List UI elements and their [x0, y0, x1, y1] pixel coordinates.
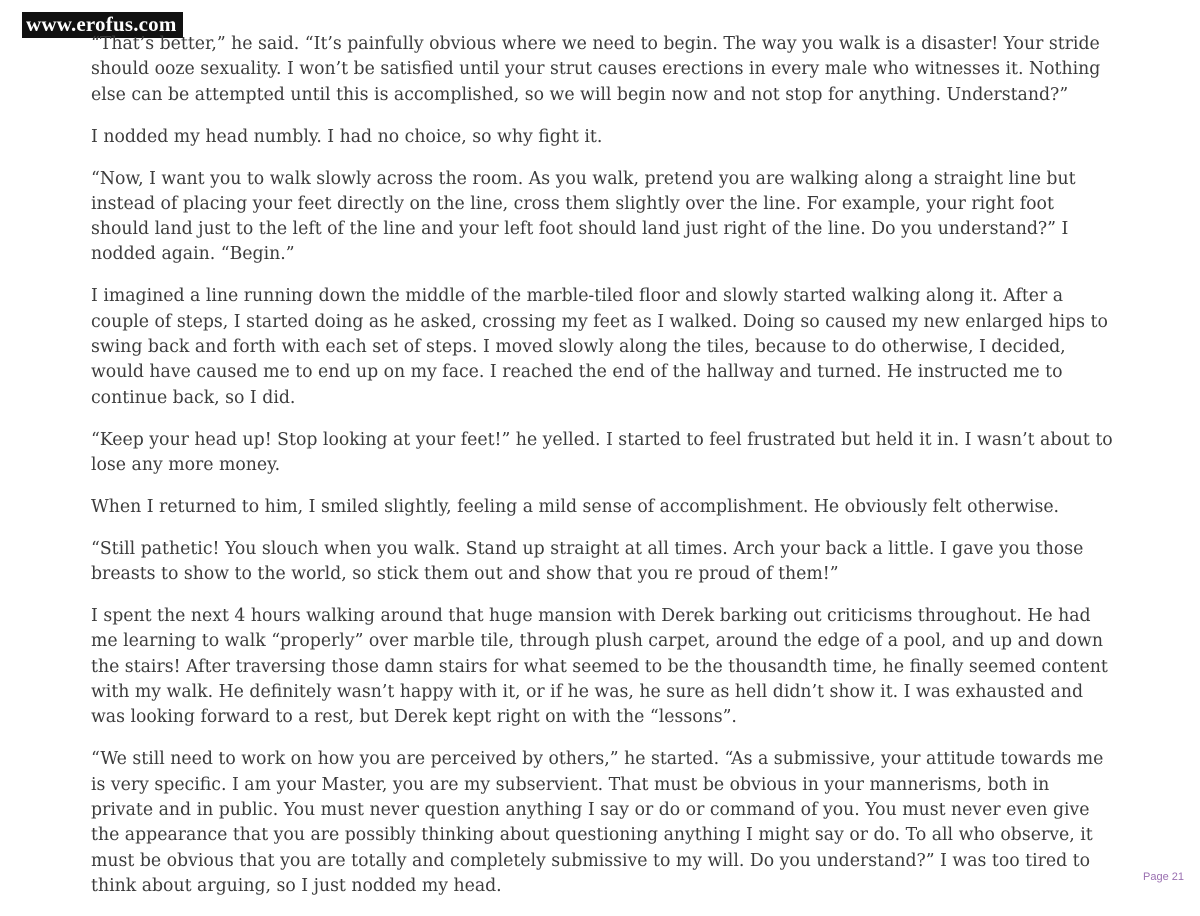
paragraph-2: I nodded my head numbly. I had no choice, so why fight it.: [91, 126, 603, 147]
paragraph-8: I spent the next 4 hours walking around that huge mansion with Derek barking out criticisms throughout. He had me learning to walk “properly” over marble tile, through plush carpet, around the edge of a pool, and up and down the stairs! After traversing those damn stairs for what seemed to be the thousandth time, he finally seemed content with my walk. He definitely wasn’t happy with it, or if he was, he sure as hell didn’t show it. I was exhausted and was looking forward to a rest, but Derek kept right on with the “lessons”.: [91, 606, 1108, 728]
paragraph-1: “That’s better,” he said. “It’s painfully obvious where we need to begin. The way you walk is a disaster! Your stride should ooze sexuality. I won’t be satisfied until your strut causes erections in every male who witnesses it. Nothing else can be attempted until this is accomplished, so we will begin now and not stop for anything. Understand?”: [91, 34, 1101, 105]
paragraph-6: When I returned to him, I smiled slightly, feeling a mild sense of accomplishment. He obviously felt otherwise.: [91, 496, 1060, 517]
paragraph-5: “Keep your head up! Stop looking at your feet!” he yelled. I started to feel frustrated but held it in. I wasn’t about to lose any more money.: [91, 429, 1113, 475]
story-text: [91, 32, 1116, 916]
paragraph-4: I imagined a line running down the middle of the marble-tiled floor and slowly started walking along it. After a couple of steps, I started doing as he asked, crossing my feet as I walked. Doing so caused my new enlarged hips to swing back and forth with each set of steps. I moved slowly along the tiles, because to do otherwise, I decided, would have caused me to end up on my face. I reached the end of the hallway and turned. He instructed me to continue back, so I did.: [91, 286, 1108, 408]
page-number: Page 21: [1143, 871, 1184, 883]
paragraph-9: “We still need to work on how you are perceived by others,” he started. “As a submissive, your attitude towards me is very specific. I am your Master, you are my subservient. That must be obvious in your mannerisms, both in private and in public. You must never question anything I say or do or command of you. You must never even give the appearance that you are possibly thinking about questioning anything I might say or do. To all who observe, it must be obvious that you are totally and completely submissive to my will. Do you understand?” I was too tired to think about arguing, so I just nodded my head.: [91, 749, 1104, 896]
site-watermark: www.erofus.com: [22, 12, 183, 38]
paragraph-3: “Now, I want you to walk slowly across the room. As you walk, pretend you are walking along a straight line but instead of placing your feet directly on the line, cross them slightly over the line. For example, your right foot should land just to the left of the line and your left foot should land just right of the line. Do you understand?” I nodded again. “Begin.”: [91, 168, 1076, 265]
paragraph-7: “Still pathetic! You slouch when you walk. Stand up straight at all times. Arch your back a little. I gave you those breasts to show to the world, so stick them out and show that you re proud of them!”: [91, 538, 1084, 585]
